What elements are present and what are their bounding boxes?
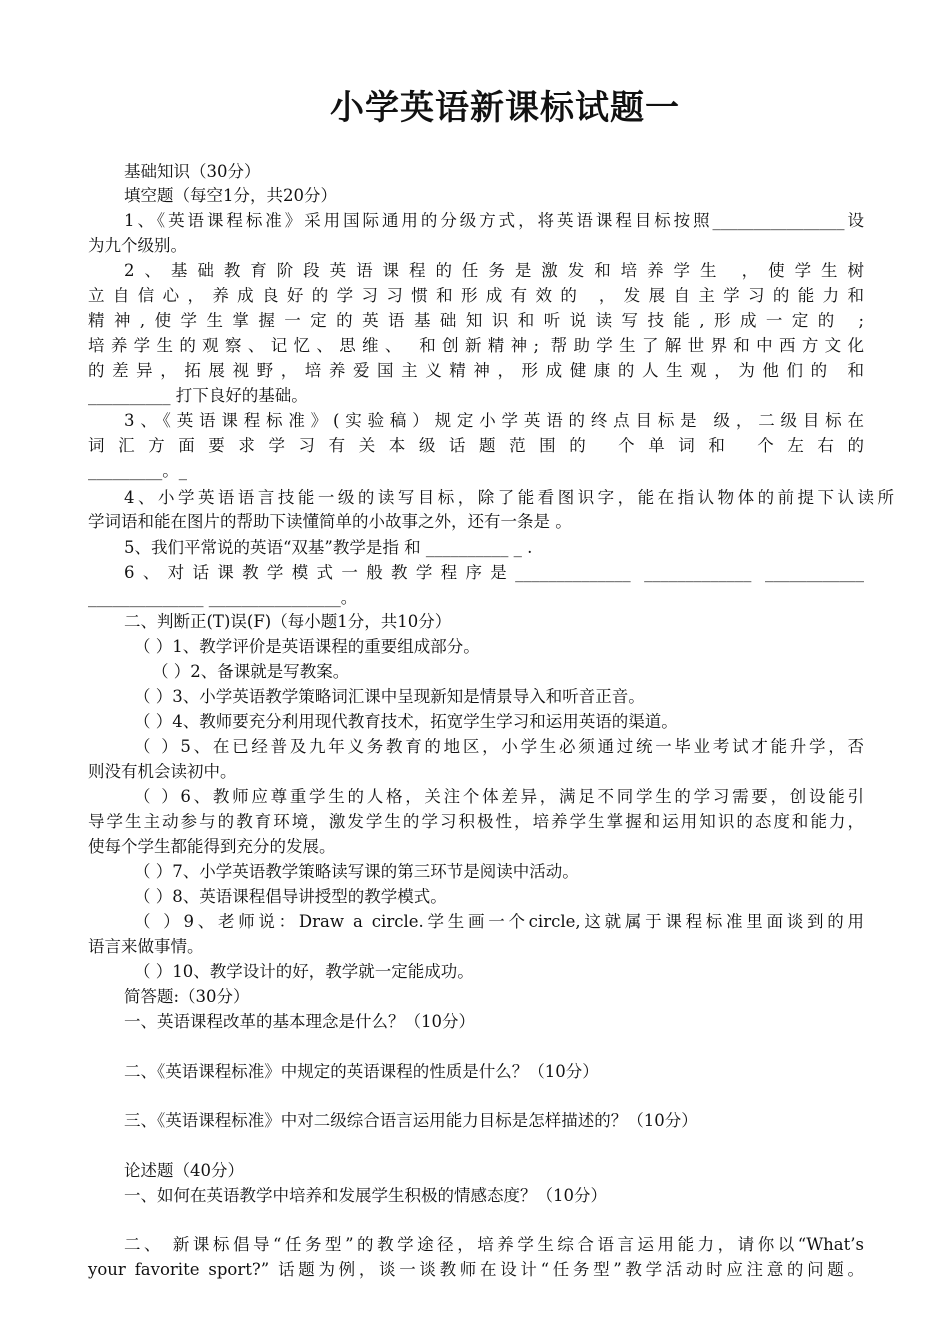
question-text: 6、对话课教学模式一般教学程序是______________ _____________ ____________ — [124, 563, 864, 582]
tf-question: （ ）7、小学英语教学策略读写课的第三环节是阅读中活动。 — [134, 862, 579, 881]
section-heading-essay: 论述题（40分） — [124, 1161, 244, 1180]
tf-question: （ ）5、在已经普及九年义务教育的地区，小学生必须通过统一毕业考试才能升学，否 — [134, 737, 864, 756]
tf-question: （ ）9、老师说：Draw a circle.学生画一个circle,这就属于课程标准里面谈到的用 — [134, 912, 864, 931]
question-text: 培养学生的观察、记忆、思维、 和创新精神; 帮助学生了解世界和中西方文化 — [88, 336, 864, 355]
tf-question: （ ）2、备课就是写教案。 — [152, 662, 350, 681]
question-text: 2、基础教育阶段英语课程的任务是激发和培养学生 ，使学生树 — [124, 261, 864, 280]
question-text: ______________ ________________。 — [88, 588, 358, 607]
question-text: _________。_ — [88, 461, 187, 480]
question-text: 精神,使学生掌握一定的英语基础知识和听说读写技能,形成一定的 ; — [88, 311, 864, 330]
question-text: 1、《英语课程标准》采用国际通用的分级方式，将英语课程目标按照________________设 — [124, 211, 864, 230]
question-text: 4、小学英语语言技能一级的读写目标，除了能看图识字，能在指认物体的前提下认读所 — [124, 488, 894, 507]
question-text: 为九个级别。 — [88, 236, 187, 255]
short-answer-question: 一、英语课程改革的基本理念是什么？（10分） — [124, 1012, 475, 1031]
page-title: 小学英语新课标试题一 — [330, 88, 680, 128]
essay-question: 一、如何在英语教学中培养和发展学生积极的情感态度？（10分） — [124, 1186, 607, 1205]
subsection-heading-fill-blank: 填空题（每空1分，共20分） — [124, 186, 337, 205]
question-text: 立自信心，养成良好的学习习惯和形成有效的 ，发展自主学习的能力和 — [88, 286, 864, 305]
essay-question: 二、 新课标倡导“任务型”的教学途径，培养学生综合语言运用能力，请你以“What’s — [124, 1235, 864, 1254]
tf-question: （ ）4、教师要充分利用现代教育技术，拓宽学生学习和运用英语的渠道。 — [134, 712, 678, 731]
tf-question: 则没有机会读初中。 — [88, 762, 237, 781]
short-answer-question: 三、《英语课程标准》中对二级综合语言运用能力目标是怎样描述的？（10分） — [124, 1111, 698, 1130]
section-heading-short-answer: 简答题:（30分） — [124, 987, 250, 1006]
short-answer-question: 二、《英语课程标准》中规定的英语课程的性质是什么？（10分） — [124, 1062, 599, 1081]
tf-question: 导学生主动参与的教育环境，激发学生的学习积极性，培养学生掌握和运用知识的态度和能力， — [88, 812, 864, 831]
tf-question: 使每个学生都能得到充分的发展。 — [88, 837, 336, 856]
tf-question: （ ）3、小学英语教学策略词汇课中呈现新知是情景导入和听音正音。 — [134, 687, 645, 706]
tf-question: （ ）6、教师应尊重学生的人格，关注个体差异，满足不同学生的学习需要，创设能引 — [134, 787, 864, 806]
question-text: 5、我们平常说的英语“双基”教学是指 和 __________ _ . — [124, 538, 533, 557]
tf-question: （ ）10、教学设计的好，教学就一定能成功。 — [134, 962, 474, 981]
question-text: 的差异，拓展视野，培养爱国主义精神，形成健康的人生观，为他们的 和 — [88, 361, 864, 380]
question-text: 词汇方面要求学习有关本级话题范围的 个单词和 个左右的 — [88, 436, 864, 455]
tf-question: （ ）8、英语课程倡导讲授型的教学模式。 — [134, 887, 447, 906]
section-heading-basics: 基础知识（30分） — [124, 162, 261, 181]
question-text: 3、《英语课程标准》(实验稿）规定小学英语的终点目标是 级，二级目标在 — [124, 411, 864, 430]
essay-question: your favorite sport?” 话题为例，谈一谈教师在设计“任务型”教学活动时应注意的问题。 — [88, 1260, 864, 1279]
tf-question: 语言来做事情。 — [88, 937, 204, 956]
tf-question: （ ）1、教学评价是英语课程的重要组成部分。 — [134, 637, 480, 656]
question-text: __________ 打下良好的基础。 — [88, 386, 308, 405]
section-heading-true-false: 二、判断正(T)误(F)（每小题1分，共10分） — [124, 612, 452, 631]
question-text: 学词语和能在图片的帮助下读懂简单的小故事之外，还有一条是 。 — [88, 512, 572, 531]
